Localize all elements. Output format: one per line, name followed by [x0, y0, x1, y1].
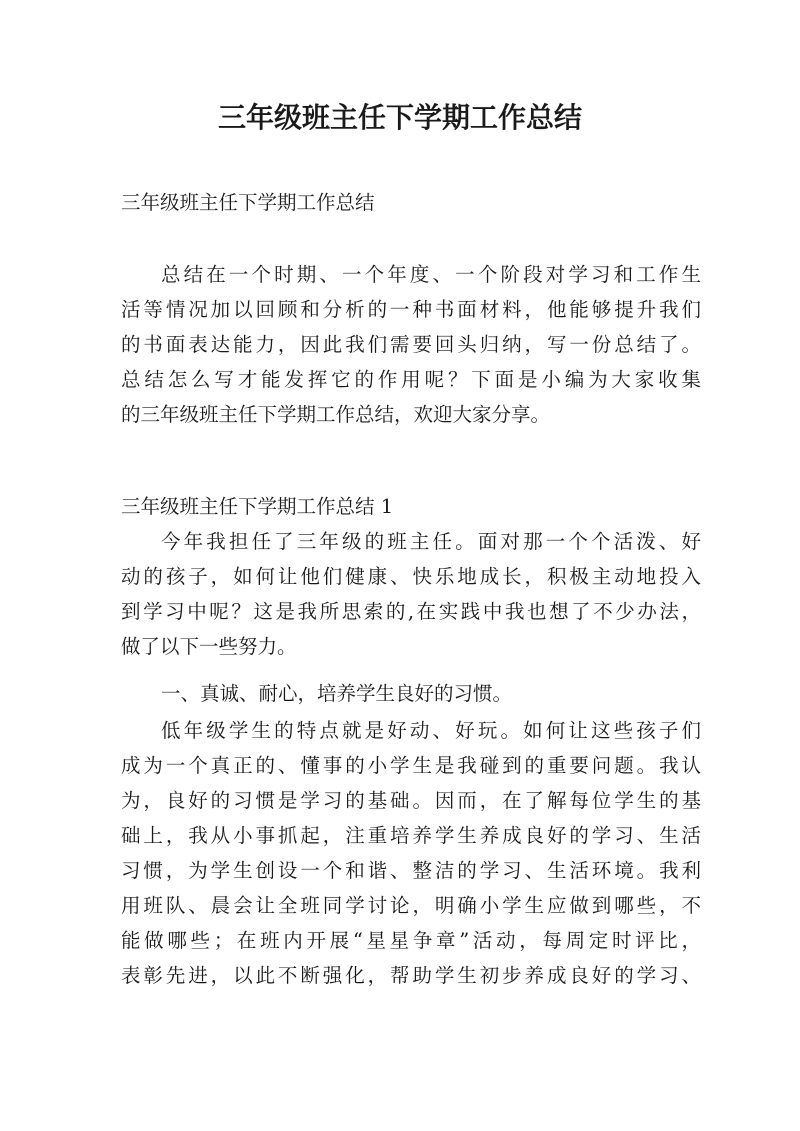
section1-paragraph-2	[121, 713, 701, 993]
intro-paragraph	[121, 257, 701, 432]
paragraph-line: 的三年级班主任下学期工作总结，欢迎大家分享。	[121, 403, 551, 426]
paragraph-line: 的书面表达能力，因此我们需要回头归纳，写一份总结了。	[121, 333, 701, 356]
section1-paragraph-1	[121, 524, 701, 664]
section-heading: 三年级班主任下学期工作总结 1	[121, 495, 394, 518]
paragraph-line: 到学习中呢？这是我所思索的,在实践中我也想了不少办法，	[121, 600, 701, 623]
paragraph-line: 成为一个真正的、懂事的小学生是我碰到的重要问题。我认	[121, 754, 701, 777]
paragraph-line: 活等情况加以回顾和分析的一种书面材料，他能够提升我们	[121, 298, 701, 321]
paragraph-line: 低年级学生的特点就是好动、好玩。如何让这些孩子们	[161, 719, 701, 742]
paragraph-line: 表彰先进，以此不断强化，帮助学生初步养成良好的学习、	[121, 964, 701, 987]
paragraph-line: 总结在一个时期、一个年度、一个阶段对学习和工作生	[161, 263, 701, 286]
paragraph-line: 动的孩子，如何让他们健康、快乐地成长，积极主动地投入	[121, 565, 701, 588]
paragraph-line: 用班队、晨会让全班同学讨论，明确小学生应做到哪些，不	[121, 894, 701, 917]
paragraph-line: 础上，我从小事抓起，注重培养学生养成良好的学习、生活	[121, 824, 701, 847]
document-title: 三年级班主任下学期工作总结	[217, 101, 582, 134]
paragraph-line: 习惯，为学生创设一个和谐、整洁的学习、生活环境。我利	[121, 859, 701, 882]
point-heading	[121, 676, 701, 711]
paragraph-line: 今年我担任了三年级的班主任。面对那一个个活泼、好	[161, 530, 701, 553]
paragraph-line: 做了以下一些努力。	[121, 635, 297, 658]
document-subtitle: 三年级班主任下学期工作总结	[121, 191, 375, 214]
point-heading-text: 一、真诚、耐心，培养学生良好的习惯。	[161, 682, 513, 705]
paragraph-line: 总结怎么写才能发挥它的作用呢？下面是小编为大家收集	[121, 368, 701, 391]
paragraph-line: 能做哪些；在班内开展“星星争章”活动，每周定时评比，	[121, 929, 701, 952]
paragraph-line: 为，良好的习惯是学习的基础。因而，在了解每位学生的基	[121, 789, 701, 812]
